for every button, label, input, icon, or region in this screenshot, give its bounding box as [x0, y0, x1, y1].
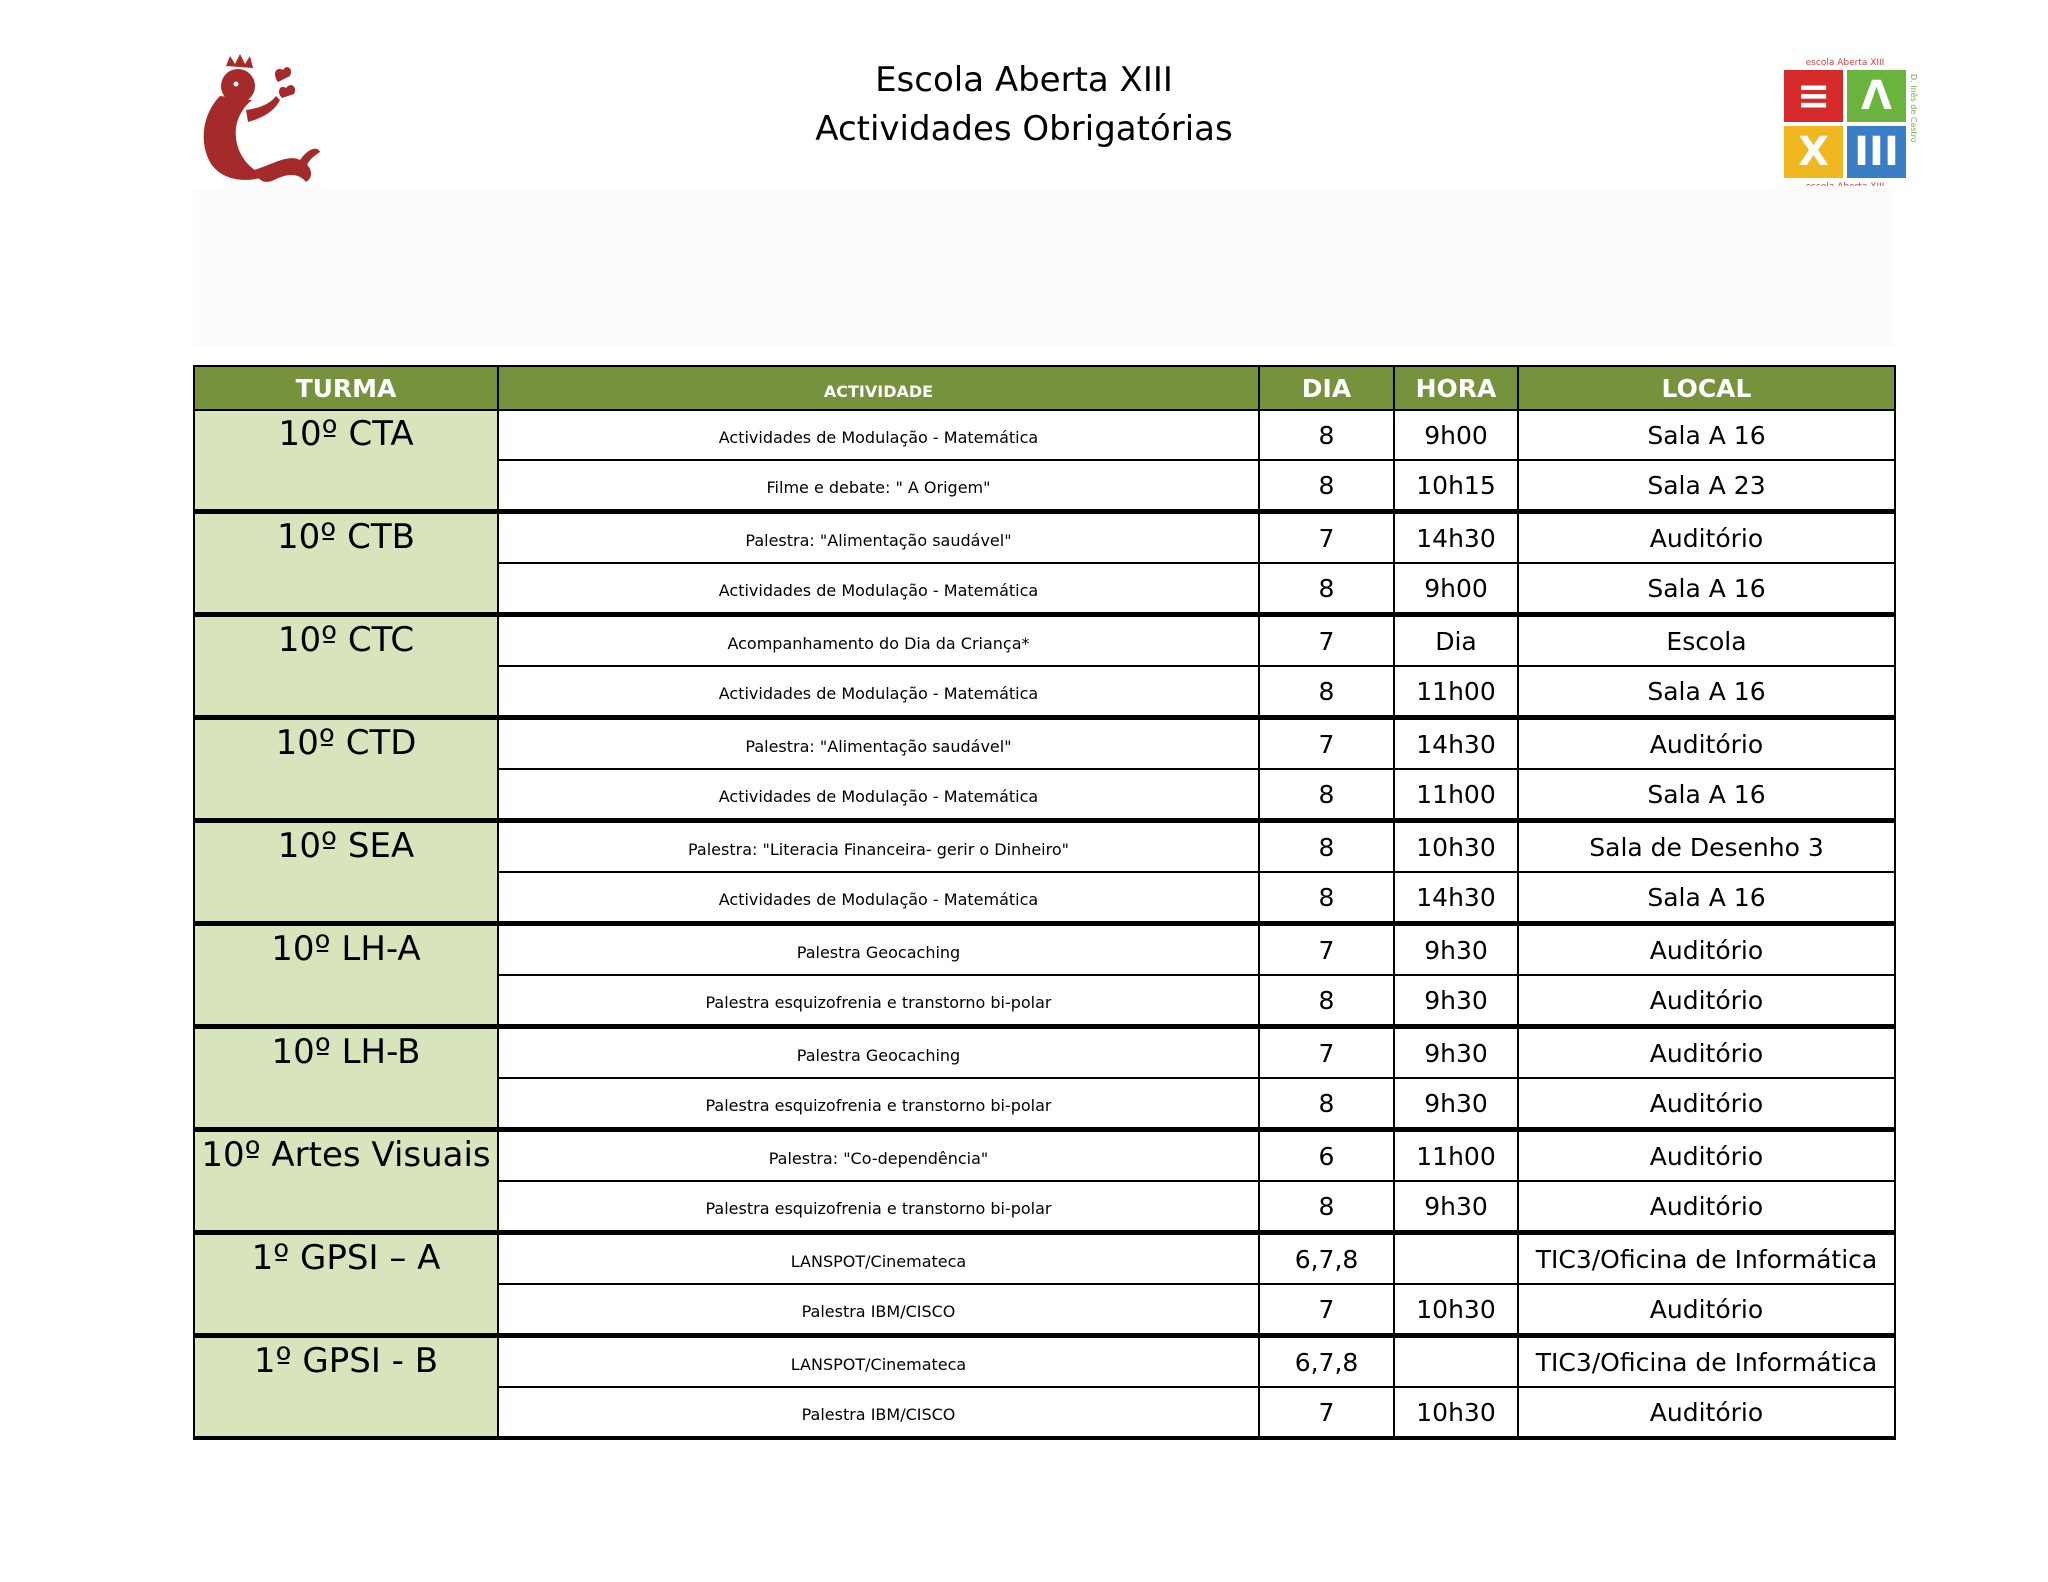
actividade-cell: Actividades de Modulação - Matemática: [498, 872, 1259, 924]
local-cell: Auditório: [1518, 1284, 1895, 1336]
document-title: Escola Aberta XIII: [875, 60, 1173, 100]
local-cell: Sala A 16: [1518, 563, 1895, 615]
dia-cell: 8: [1259, 666, 1394, 718]
turma-cell: 10º CTB: [194, 512, 498, 615]
table-row: [194, 718, 1895, 770]
hora-cell: 11h00: [1394, 769, 1518, 821]
local-cell: TIC3/Oficina de Informática: [1518, 1233, 1895, 1285]
hora-cell: 9h30: [1394, 1181, 1518, 1233]
hora-cell: 9h30: [1394, 1078, 1518, 1130]
table-header-row: [194, 366, 1895, 410]
local-cell: Sala A 16: [1518, 769, 1895, 821]
turma-cell: 10º CTD: [194, 718, 498, 821]
hora-cell: 11h00: [1394, 1130, 1518, 1182]
table-row: [194, 410, 1895, 460]
actividade-cell: Palestra Geocaching: [498, 1027, 1259, 1079]
turma-cell: 10º LH-A: [194, 924, 498, 1027]
dia-cell: 8: [1259, 1078, 1394, 1130]
local-cell: Sala A 23: [1518, 460, 1895, 512]
column-header-hora: HORA: [1394, 366, 1518, 410]
local-cell: Sala A 16: [1518, 872, 1895, 924]
turma-cell: 10º LH-B: [194, 1027, 498, 1130]
dia-cell: 7: [1259, 1284, 1394, 1336]
hora-cell: 10h30: [1394, 1284, 1518, 1336]
dia-cell: 7: [1259, 1387, 1394, 1438]
local-cell: Auditório: [1518, 718, 1895, 770]
actividade-cell: Palestra Geocaching: [498, 924, 1259, 976]
hora-cell: 10h15: [1394, 460, 1518, 512]
table-row: [194, 512, 1895, 564]
local-cell: Auditório: [1518, 1078, 1895, 1130]
actividade-cell: Palestra: "Alimentação saudável": [498, 718, 1259, 770]
escola-aberta-logo: [1770, 58, 1920, 196]
local-cell: Sala A 16: [1518, 666, 1895, 718]
local-cell: Auditório: [1518, 1181, 1895, 1233]
turma-cell: 10º CTC: [194, 615, 498, 718]
actividade-cell: Actividades de Modulação - Matemática: [498, 769, 1259, 821]
local-cell: TIC3/Oficina de Informática: [1518, 1336, 1895, 1388]
local-cell: Auditório: [1518, 1130, 1895, 1182]
dia-cell: 6,7,8: [1259, 1336, 1394, 1388]
dia-cell: 7: [1259, 924, 1394, 976]
actividade-cell: Palestra IBM/CISCO: [498, 1284, 1259, 1336]
local-cell: Auditório: [1518, 1387, 1895, 1438]
hora-cell: 9h00: [1394, 410, 1518, 460]
dia-cell: 8: [1259, 769, 1394, 821]
table-row: [194, 1336, 1895, 1388]
logo-side-text: D. Inês de Castro: [1909, 74, 1918, 143]
local-cell: Auditório: [1518, 1027, 1895, 1079]
local-cell: Auditório: [1518, 975, 1895, 1027]
schedule-table: [193, 365, 1896, 1440]
actividade-cell: Palestra IBM/CISCO: [498, 1387, 1259, 1438]
table-row: [194, 821, 1895, 873]
column-header-local: LOCAL: [1518, 366, 1895, 410]
dia-cell: 8: [1259, 1181, 1394, 1233]
table-row: [194, 924, 1895, 976]
actividade-cell: Actividades de Modulação - Matemática: [498, 563, 1259, 615]
logo-cell-iii-icon: III: [1847, 126, 1906, 178]
logo-cell-lambda-icon: Λ: [1847, 70, 1906, 122]
actividade-cell: Palestra esquizofrenia e transtorno bi-polar: [498, 975, 1259, 1027]
turma-cell: 10º Artes Visuais: [194, 1130, 498, 1233]
hora-cell: 10h30: [1394, 1387, 1518, 1438]
dia-cell: 7: [1259, 512, 1394, 564]
table-row: [194, 1130, 1895, 1182]
actividade-cell: Palestra: "Literacia Financeira- gerir o Dinheiro": [498, 821, 1259, 873]
actividade-cell: Acompanhamento do Dia da Criança*: [498, 615, 1259, 667]
turma-cell: 1º GPSI - B: [194, 1336, 498, 1439]
dia-cell: 7: [1259, 718, 1394, 770]
dia-cell: 8: [1259, 872, 1394, 924]
dia-cell: 6: [1259, 1130, 1394, 1182]
table-row: [194, 1233, 1895, 1285]
hora-cell: 14h30: [1394, 718, 1518, 770]
column-header-dia: DIA: [1259, 366, 1394, 410]
hora-cell: 11h00: [1394, 666, 1518, 718]
local-cell: Sala A 16: [1518, 410, 1895, 460]
turma-cell: 10º CTA: [194, 410, 498, 512]
dia-cell: 8: [1259, 975, 1394, 1027]
column-header-turma: TURMA: [194, 366, 498, 410]
school-emblem-logo: [190, 52, 320, 194]
hora-cell: 14h30: [1394, 872, 1518, 924]
hora-cell: Dia: [1394, 615, 1518, 667]
blank-panel: [193, 186, 1893, 348]
actividade-cell: Palestra esquizofrenia e transtorno bi-polar: [498, 1181, 1259, 1233]
hora-cell: 9h30: [1394, 924, 1518, 976]
hora-cell: 14h30: [1394, 512, 1518, 564]
dia-cell: 8: [1259, 563, 1394, 615]
turma-cell: 10º SEA: [194, 821, 498, 924]
dia-cell: 7: [1259, 615, 1394, 667]
table-row: [194, 615, 1895, 667]
hora-cell: 9h30: [1394, 975, 1518, 1027]
actividade-cell: Actividades de Modulação - Matemática: [498, 666, 1259, 718]
dia-cell: 8: [1259, 460, 1394, 512]
actividade-cell: Palestra esquizofrenia e transtorno bi-polar: [498, 1078, 1259, 1130]
logo-cell-x-icon: X: [1784, 126, 1843, 178]
hora-cell: 10h30: [1394, 821, 1518, 873]
actividade-cell: Palestra: "Co-dependência": [498, 1130, 1259, 1182]
logo-cell-equiv-icon: ≡: [1784, 70, 1843, 122]
document-subtitle: Actividades Obrigatórias: [815, 109, 1233, 149]
dia-cell: 8: [1259, 821, 1394, 873]
logo-grid: [1784, 70, 1906, 178]
column-header-actividade: ACTIVIDADE: [498, 366, 1259, 410]
dia-cell: 6,7,8: [1259, 1233, 1394, 1285]
dia-cell: 7: [1259, 1027, 1394, 1079]
actividade-cell: Filme e debate: " A Origem": [498, 460, 1259, 512]
dia-cell: 8: [1259, 410, 1394, 460]
local-cell: Escola: [1518, 615, 1895, 667]
actividade-cell: Actividades de Modulação - Matemática: [498, 410, 1259, 460]
actividade-cell: LANSPOT/Cinemateca: [498, 1233, 1259, 1285]
local-cell: Auditório: [1518, 512, 1895, 564]
table-row: [194, 1027, 1895, 1079]
local-cell: Sala de Desenho 3: [1518, 821, 1895, 873]
actividade-cell: LANSPOT/Cinemateca: [498, 1336, 1259, 1388]
hora-cell: [1394, 1336, 1518, 1388]
turma-cell: 1º GPSI – A: [194, 1233, 498, 1336]
actividade-cell: Palestra: "Alimentação saudável": [498, 512, 1259, 564]
hora-cell: [1394, 1233, 1518, 1285]
hora-cell: 9h30: [1394, 1027, 1518, 1079]
logo-caption-top: escola Aberta XIII: [1805, 58, 1885, 68]
local-cell: Auditório: [1518, 924, 1895, 976]
hora-cell: 9h00: [1394, 563, 1518, 615]
